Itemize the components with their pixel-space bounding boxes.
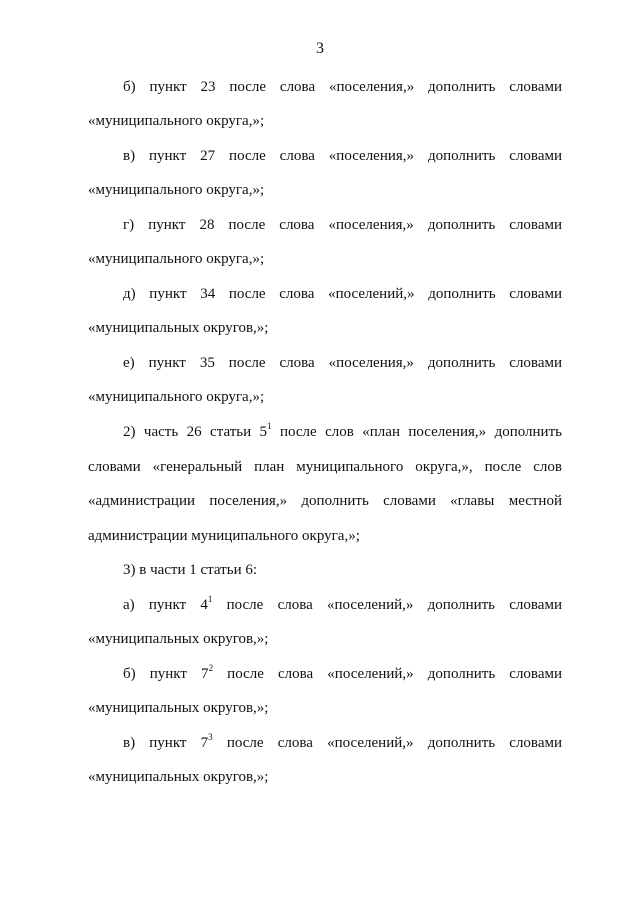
superscript-index: 2 [208, 663, 214, 673]
text-line: «администрации поселения,» дополнить словами «главы местной [88, 493, 562, 509]
text-segment: б) пункт 7 [123, 666, 209, 682]
page-number: 3 [316, 40, 324, 57]
text-line: «муниципального округа,»; [88, 251, 265, 267]
text-line: б) пункт 23 после слова «поселения,» дополнить словами [123, 79, 562, 95]
text-line: «муниципального округа,»; [88, 182, 265, 198]
text-line: д) пункт 34 после слова «поселений,» дополнить словами [123, 286, 562, 302]
text-segment: в) пункт 7 [123, 735, 209, 751]
text-line: «муниципального округа,»; [88, 389, 265, 405]
text-line: словами «генеральный план муниципального округа,», после слов [88, 459, 562, 475]
text-segment: после слова «поселений,» дополнить словами [212, 735, 562, 751]
superscript-index: 1 [207, 594, 213, 604]
text-line: «муниципальных округов,»; [88, 700, 269, 716]
superscript-index: 3 [208, 732, 213, 742]
text-segment: а) пункт 4 [123, 597, 208, 613]
text-line: 3) в части 1 статьи 6: [123, 562, 258, 578]
text-segment: после слов «план поселения,» дополнить [271, 424, 562, 440]
text-line: е) пункт 35 после слова «поселения,» дополнить словами [123, 355, 562, 371]
text-line [123, 594, 562, 616]
superscript-index: 1 [267, 421, 272, 431]
text-line: «муниципальных округов,»; [88, 631, 269, 647]
text-segment: после слова «поселений,» дополнить словами [212, 597, 562, 613]
text-line: «муниципальных округов,»; [88, 320, 269, 336]
text-line: «муниципального округа,»; [88, 113, 265, 129]
text-line: в) пункт 27 после слова «поселения,» дополнить словами [123, 148, 562, 164]
text-segment: 2) часть 26 статьи 5 [123, 424, 268, 440]
text-line: г) пункт 28 после слова «поселения,» дополнить словами [123, 217, 562, 233]
text-line: администрации муниципального округа,»; [88, 528, 360, 544]
text-line: «муниципальных округов,»; [88, 769, 269, 785]
text-segment: после слова «поселений,» дополнить словами [213, 666, 562, 682]
text-line [123, 421, 562, 443]
text-line [123, 732, 562, 754]
text-line [123, 663, 562, 685]
